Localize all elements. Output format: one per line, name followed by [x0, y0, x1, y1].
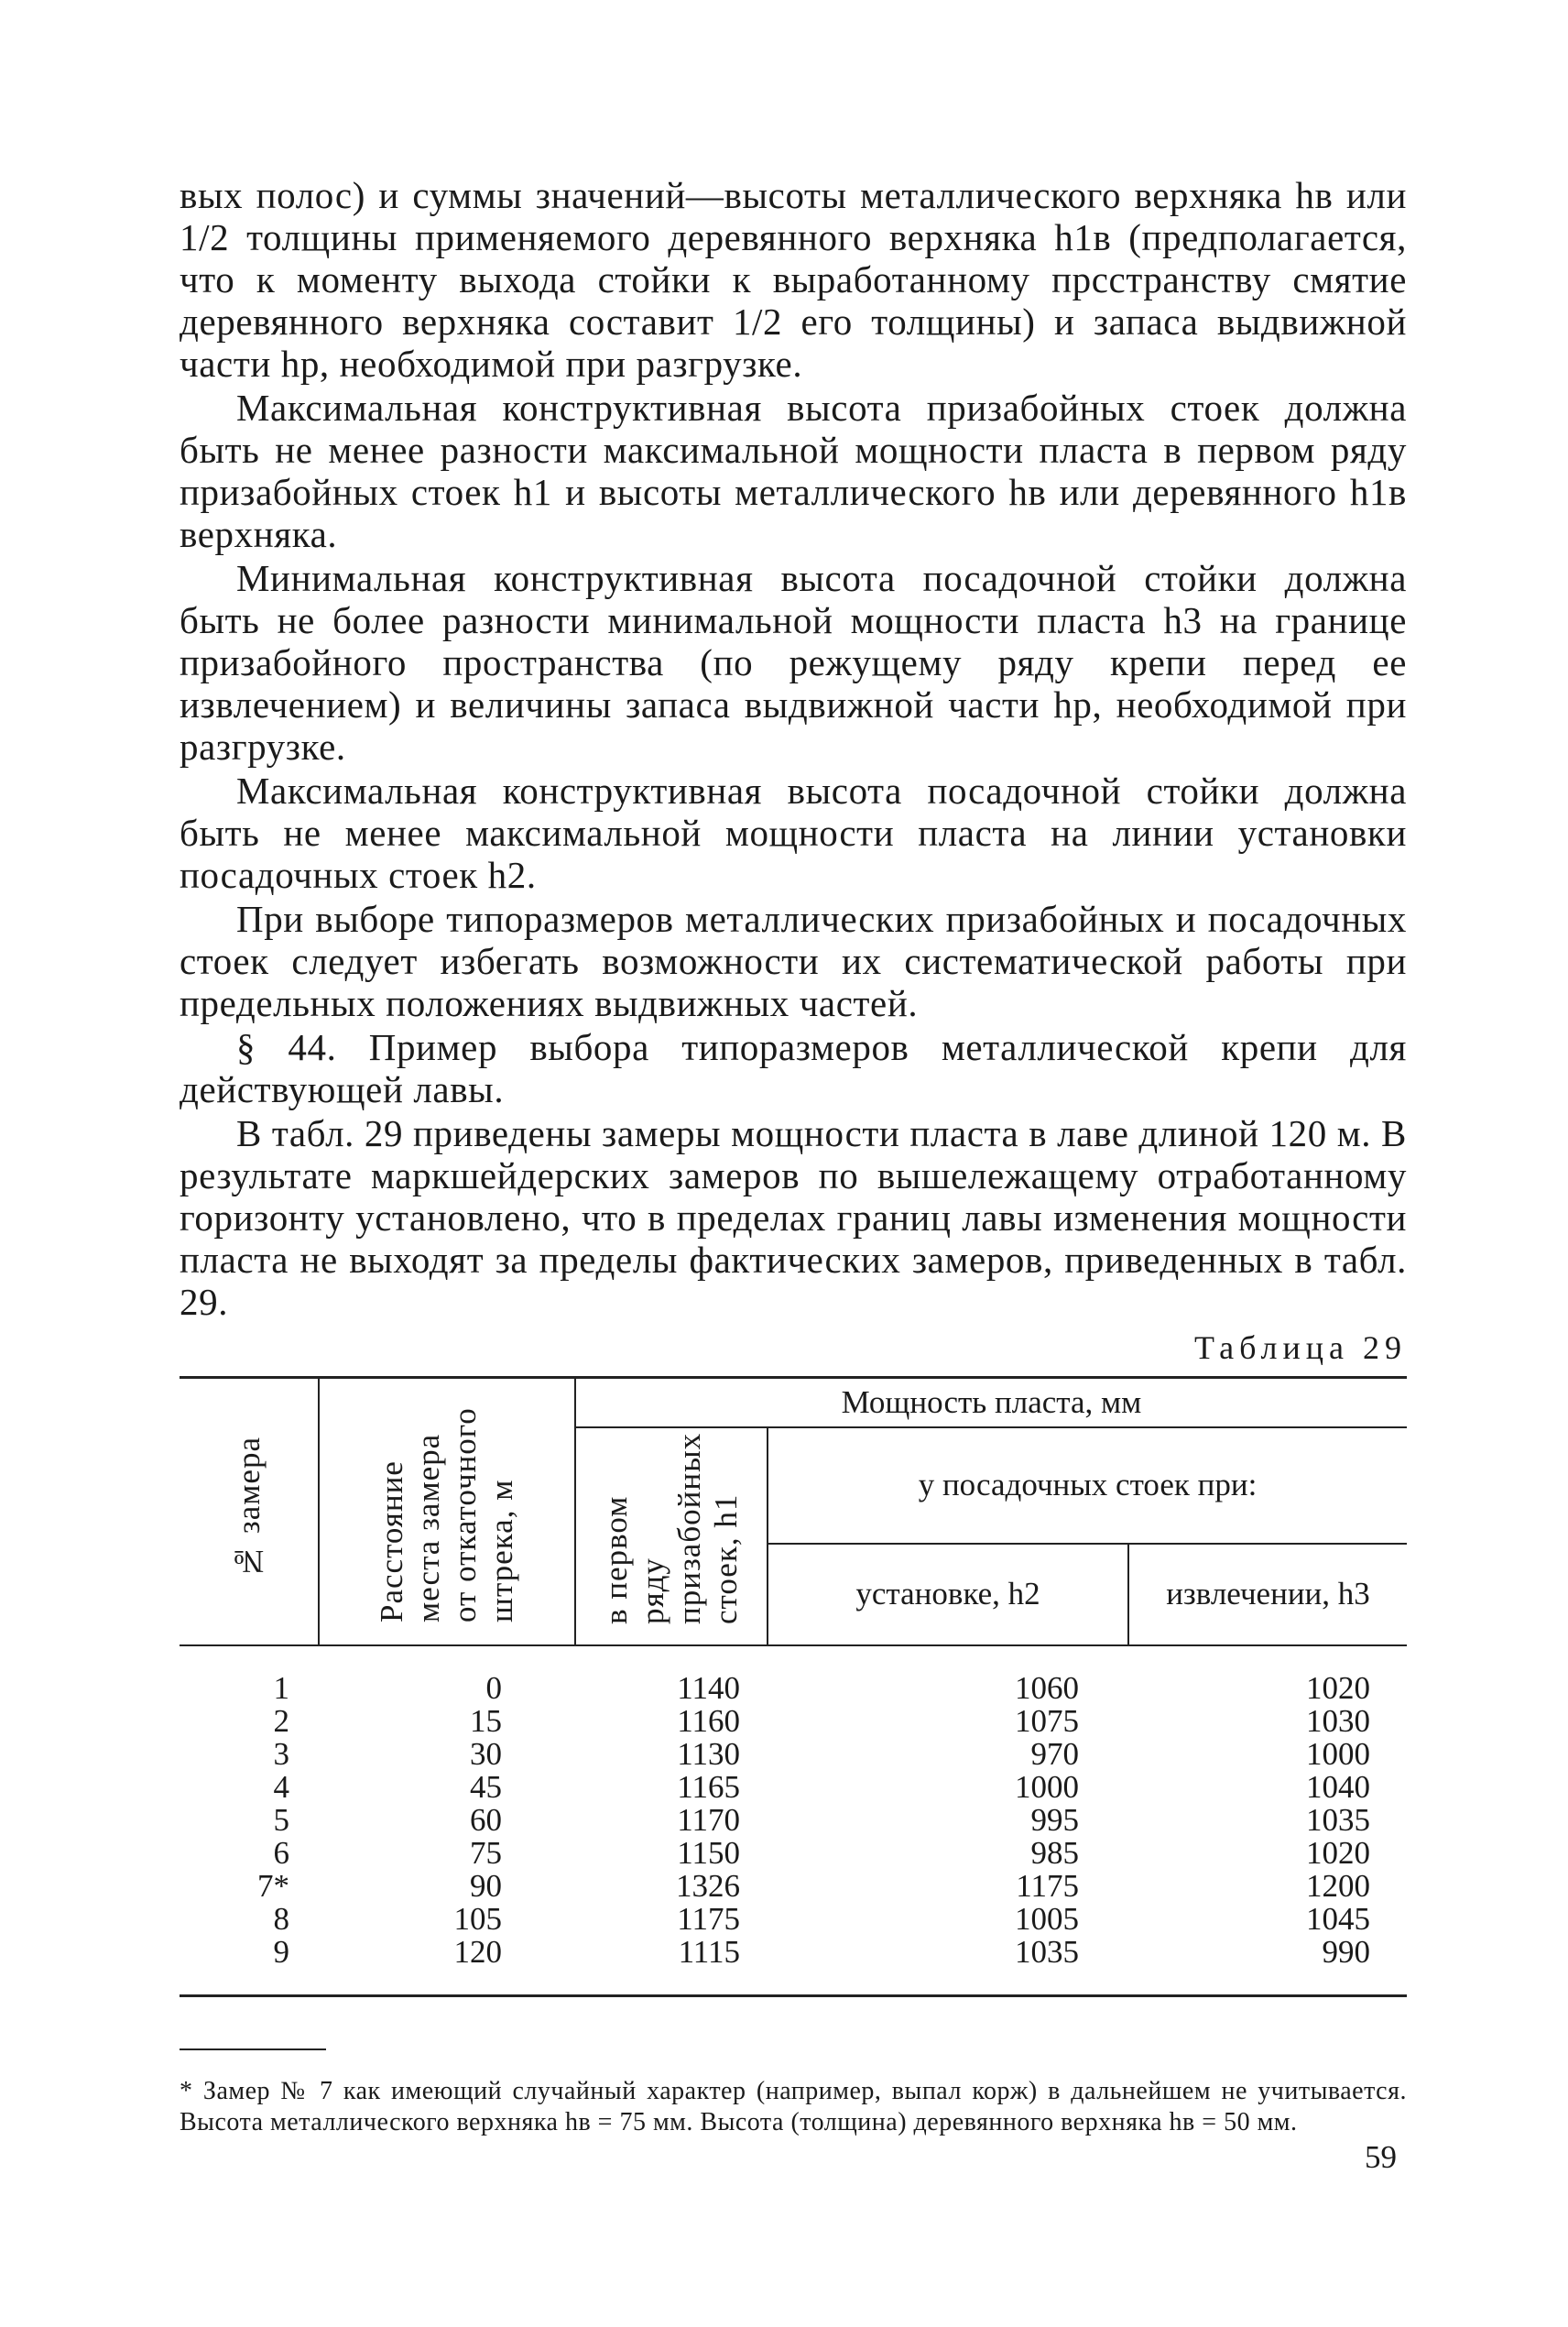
cell-number: 1 [273, 1670, 289, 1706]
cell-number: 5 [273, 1802, 289, 1838]
table-caption: Таблица 29 [1194, 1329, 1407, 1366]
cell-extract: 1020 [1306, 1835, 1370, 1871]
cell-distance: 45 [470, 1769, 502, 1805]
table-row [180, 1936, 1407, 1996]
cell-first-row: 1130 [677, 1736, 740, 1772]
footnote: * Замер № 7 как имеющий случайный характер (например, выпал корж) в дальнейшем не учитывается. Высота металлического верхняка hв = 75 мм. Высота (толщина) деревянного верхняка hв = 50 мм. [180, 2077, 1407, 2136]
cell-first-row: 1170 [677, 1802, 740, 1838]
cell-distance: 30 [470, 1736, 502, 1772]
cell-number: 8 [273, 1901, 289, 1937]
cell-first-row: 1150 [677, 1835, 740, 1871]
paragraph-2: Максимальная конструктивная высота призабойных стоек должна быть не менее разности максимальной мощности пласта в первом ряду призабойных стоек h1 и высоты металлического hв или деревянного h1в верхняка. [180, 387, 1407, 555]
cell-number: 4 [273, 1769, 289, 1805]
header-landing-group: у посадочных стоек при: [768, 1427, 1407, 1544]
header-extract: извлечении, h3 [1128, 1544, 1407, 1646]
cell-extract: 1040 [1306, 1769, 1370, 1805]
cell-distance: 75 [470, 1835, 502, 1871]
paragraph-6: В табл. 29 приведены замеры мощности пласта в лаве длиной 120 м. В результате маркшейдерских замеров по вышележащему отработанному горизонту установлено, что в пределах границ лавы изменения мощности пласта не выходят за пределы фактических замеров, приведенных в табл. 29. [180, 1112, 1407, 1323]
measurement-table [180, 1376, 1407, 1997]
cell-extract: 1030 [1306, 1703, 1370, 1739]
table-row [180, 1804, 1407, 1837]
paragraph-1: вых полос) и суммы значений—высоты металлического верхняка hв или 1/2 толщины применяемого деревянного верхняка h1в (предполагается, что к моменту выхода стойки к выработанному прсстранству смятие деревянного верхняка составит 1/2 его толщины) и запаса выдвижной части hр, необходимой при разгрузке. [180, 174, 1407, 385]
cell-install: 1060 [1015, 1670, 1079, 1706]
cell-number: 7* [257, 1868, 289, 1904]
page-number: 59 [1365, 2139, 1397, 2175]
header-number: № замера [180, 1378, 319, 1646]
cell-install: 1035 [1015, 1934, 1079, 1970]
footnote-divider [180, 2048, 326, 2050]
cell-install: 1005 [1015, 1901, 1079, 1937]
cell-distance: 105 [453, 1901, 502, 1937]
cell-install: 1000 [1015, 1769, 1079, 1805]
cell-distance: 60 [470, 1802, 502, 1838]
page-content [180, 174, 1407, 2164]
cell-distance: 15 [470, 1703, 502, 1739]
cell-number: 3 [273, 1736, 289, 1772]
table-row [180, 1645, 1407, 1705]
cell-number: 2 [273, 1703, 289, 1739]
paragraph-5: При выборе типоразмеров металлических призабойных и посадочных стоек следует избегать возможности их систематической работы при предельных положениях выдвижных частей. [180, 898, 1407, 1024]
cell-first-row: 1115 [678, 1934, 740, 1970]
cell-number: 6 [273, 1835, 289, 1871]
cell-install: 985 [1030, 1835, 1079, 1871]
cell-extract: 1035 [1306, 1802, 1370, 1838]
table-row [180, 1903, 1407, 1936]
cell-extract: 1045 [1306, 1901, 1370, 1937]
cell-install: 970 [1030, 1736, 1079, 1772]
header-thickness-group: Мощность пласта, мм [575, 1378, 1407, 1428]
cell-first-row: 1140 [677, 1670, 740, 1706]
header-distance: Расстояние места замера от откаточного штрека, м [319, 1378, 575, 1646]
table-row [180, 1738, 1407, 1771]
cell-distance: 0 [485, 1670, 502, 1706]
cell-distance: 90 [470, 1868, 502, 1904]
table-row [180, 1870, 1407, 1903]
cell-install: 1075 [1015, 1703, 1079, 1739]
cell-first-row: 1326 [676, 1868, 740, 1904]
table-row [180, 1705, 1407, 1738]
cell-first-row: 1165 [677, 1769, 740, 1805]
cell-first-row: 1175 [677, 1901, 740, 1937]
cell-extract: 1000 [1306, 1736, 1370, 1772]
table-row [180, 1771, 1407, 1804]
cell-extract: 1020 [1306, 1670, 1370, 1706]
cell-extract: 1200 [1306, 1868, 1370, 1904]
header-first-row: в первом ряду призабойных стоек, h1 [575, 1427, 768, 1645]
section-heading: § 44. Пример выбора типоразмеров металлической крепи для действующей лавы. [180, 1026, 1407, 1110]
cell-first-row: 1160 [677, 1703, 740, 1739]
cell-install: 1175 [1016, 1868, 1079, 1904]
cell-extract: 990 [1322, 1934, 1370, 1970]
paragraph-3: Минимальная конструктивная высота посадочной стойки должна быть не более разности минимальной мощности пласта h3 на границе призабойного пространства (по режущему ряду крепи перед ее извлечением) и величины запаса выдвижной части hр, необходимой при разгрузке. [180, 557, 1407, 768]
paragraph-4: Максимальная конструктивная высота посадочной стойки должна быть не менее максимальной мощности пласта на линии установки посадочных стоек h2. [180, 770, 1407, 896]
table-row [180, 1837, 1407, 1870]
cell-distance: 120 [453, 1934, 502, 1970]
cell-number: 9 [273, 1934, 289, 1970]
header-install: установке, h2 [768, 1544, 1128, 1646]
cell-install: 995 [1030, 1802, 1079, 1838]
